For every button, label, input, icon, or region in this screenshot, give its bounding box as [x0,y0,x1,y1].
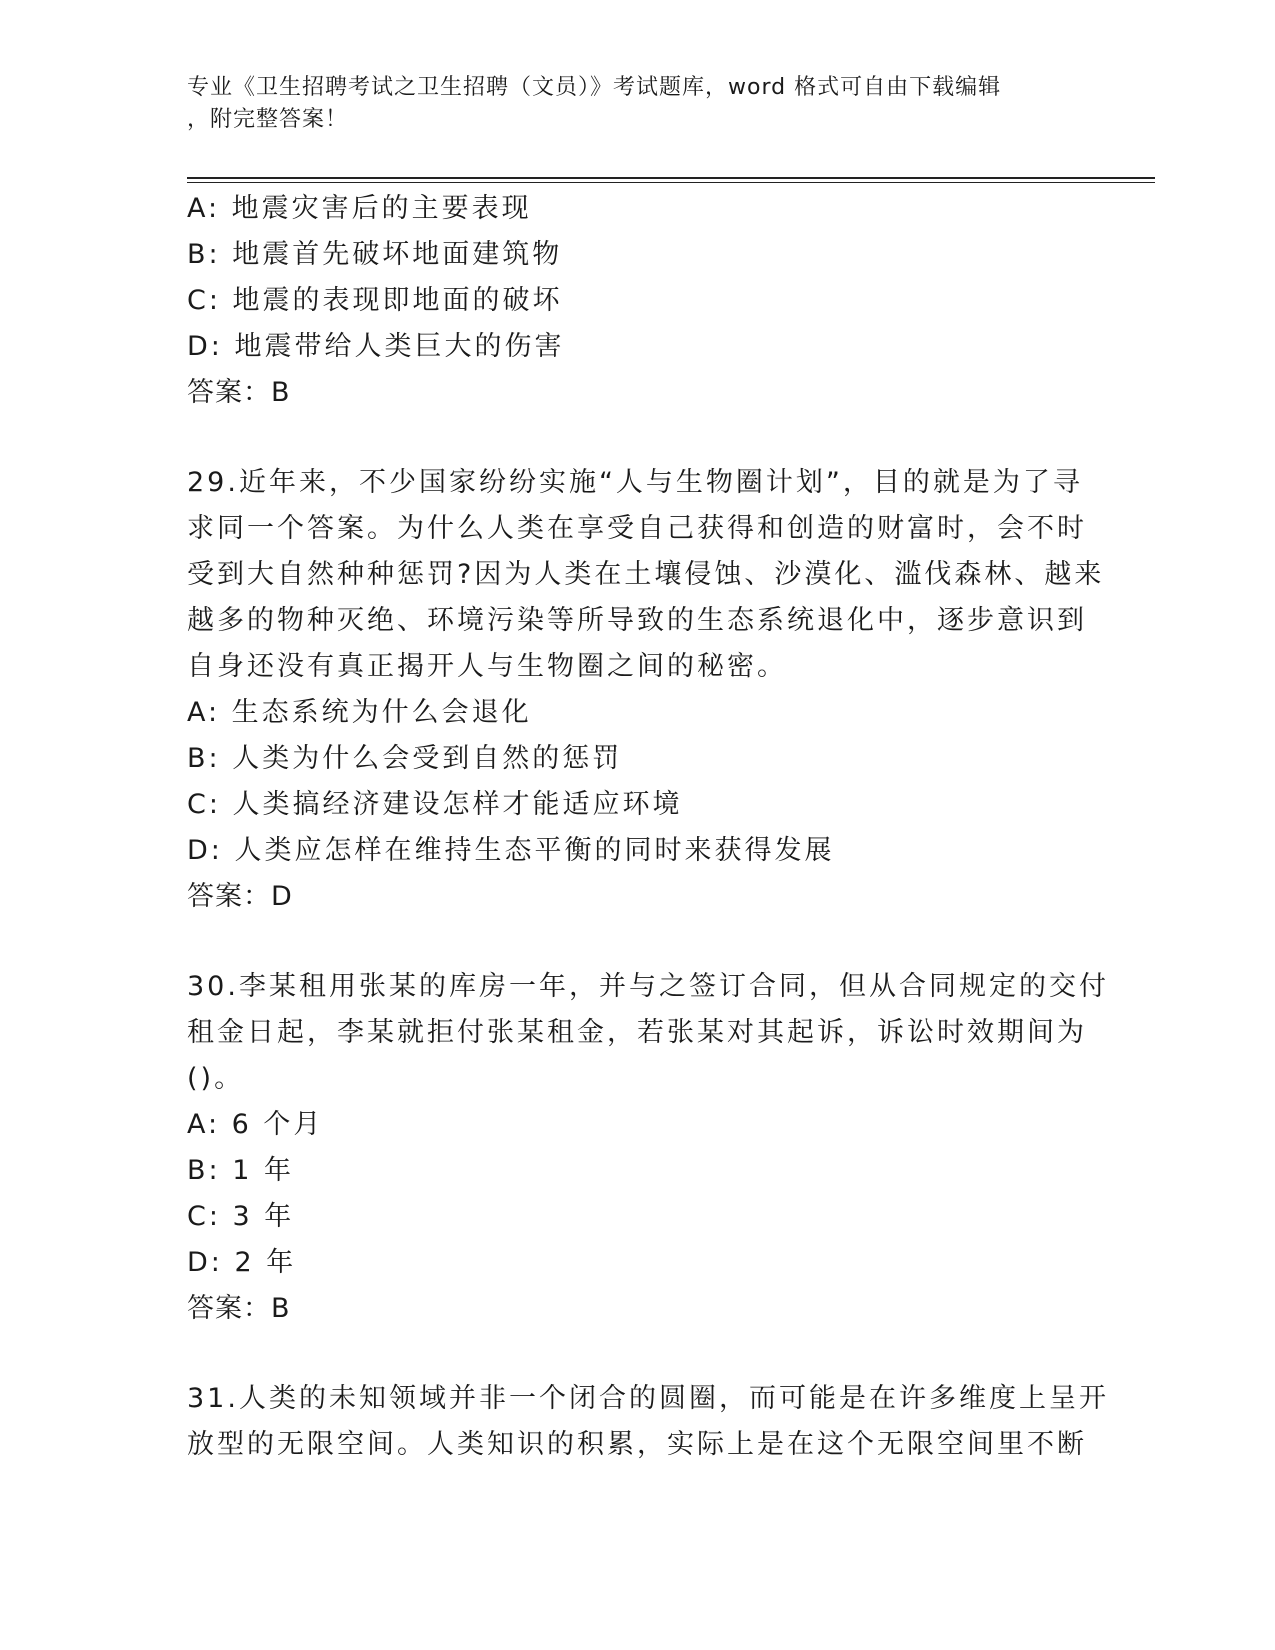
option-b: B: 人类为什么会受到自然的惩罚 [187,743,623,774]
option-a: A: 生态系统为什么会退化 [187,697,532,728]
header-divider-thick [187,177,1155,179]
question-stem-line: 受到大自然种种惩罚?因为人类在土壤侵蚀、沙漠化、滥伐森林、越来 [187,559,1105,590]
question-30 [187,964,1109,1332]
question-stem-line: ()。 [187,1063,245,1094]
option-d: D: 2 年 [187,1247,297,1278]
answer-line: 答案：B [187,377,291,408]
header-line-2: ，附完整答案！ [187,107,349,132]
header-divider-thin [187,182,1155,183]
question-stem-line: 求同一个答案。为什么人类在享受自己获得和创造的财富时，会不时 [187,513,1087,544]
question-31 [187,1376,1109,1468]
option-d: D: 地震带给人类巨大的伤害 [187,331,565,362]
question-stem-line: 30.李某租用张某的库房一年，并与之签订合同，但从合同规定的交付 [187,971,1109,1002]
question-stem-line: 31.人类的未知领域并非一个闭合的圆圈，而可能是在许多维度上呈开 [187,1383,1109,1414]
question-28 [187,186,1087,416]
option-d: D: 人类应怎样在维持生态平衡的同时来获得发展 [187,835,835,866]
question-stem-line: 放型的无限空间。人类知识的积累，实际上是在这个无限空间里不断 [187,1429,1087,1460]
answer-line: 答案：B [187,1293,291,1324]
question-stem-line: 越多的物种灭绝、环境污染等所导致的生态系统退化中，逐步意识到 [187,605,1087,636]
option-b: B: 1 年 [187,1155,294,1186]
document-header [187,72,1067,136]
option-c: C: 人类搞经济建设怎样才能适应环境 [187,789,683,820]
header-line-1: 专业《卫生招聘考试之卫生招聘（文员）》考试题库，word 格式可自由下载编辑 [187,75,1002,100]
option-c: C: 3 年 [187,1201,295,1232]
question-29 [187,460,1105,920]
question-stem-line: 29.近年来，不少国家纷纷实施“人与生物圈计划”，目的就是为了寻 [187,467,1083,498]
question-stem-line: 自身还没有真正揭开人与生物圈之间的秘密。 [187,651,787,682]
question-gap [187,416,1087,460]
question-gap [187,1332,1087,1376]
option-c: C: 地震的表现即地面的破坏 [187,285,563,316]
option-a: A: 6 个月 [187,1109,324,1140]
question-content [187,186,1109,1468]
question-gap [187,920,1087,964]
option-b: B: 地震首先破坏地面建筑物 [187,239,563,270]
question-stem-line: 租金日起，李某就拒付张某租金，若张某对其起诉，诉讼时效期间为 [187,1017,1087,1048]
option-a: A: 地震灾害后的主要表现 [187,193,532,224]
answer-line: 答案：D [187,881,293,912]
